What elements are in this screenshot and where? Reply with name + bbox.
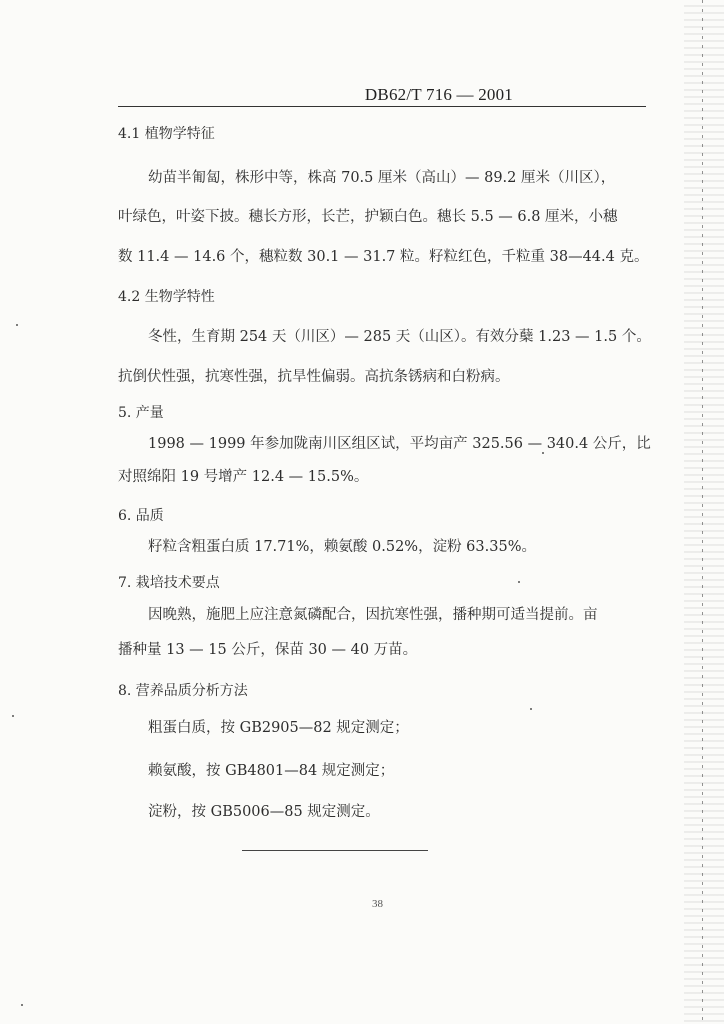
scan-speck — [12, 715, 14, 717]
header-rule — [118, 84, 646, 107]
scan-edge-noise — [684, 0, 724, 1024]
standard-code: DB62/T 716 — 2001 — [364, 85, 513, 104]
section-heading: 5. 产量 — [118, 405, 164, 421]
scan-speck — [518, 581, 520, 583]
section-heading: 4.1 植物学特征 — [118, 126, 215, 142]
scan-speck — [16, 324, 18, 326]
paragraph-line: 播种量 13 — 15 公斤，保苗 30 — 40 万苗。 — [118, 642, 418, 658]
section-heading: 8. 营养品质分析方法 — [118, 683, 248, 699]
section-heading: 4.2 生物学特性 — [118, 289, 215, 305]
section-heading: 7. 栽培技术要点 — [118, 575, 220, 591]
section-heading: 6. 品质 — [118, 508, 164, 524]
paragraph-line: 因晚熟，施肥上应注意氮磷配合，因抗寒性强，播种期可适当提前。亩 — [148, 607, 598, 623]
paragraph-line: 对照绵阳 19 号增产 12.4 — 15.5%。 — [118, 469, 369, 485]
scan-speck — [530, 708, 532, 710]
paragraph-line: 粗蛋白质，按 GB2905—82 规定测定； — [148, 720, 409, 736]
paragraph-line: 淀粉，按 GB5006—85 规定测定。 — [148, 804, 380, 820]
paragraph-line: 抗倒伏性强，抗寒性强，抗旱性偏弱。高抗条锈病和白粉病。 — [118, 369, 510, 385]
paragraph-line: 幼苗半匍匐，株形中等，株高 70.5 厘米（高山）— 89.2 厘米（川区）， — [148, 170, 616, 186]
paragraph-line: 叶绿色，叶姿下披。穗长方形，长芒，护颖白色。穗长 5.5 — 6.8 厘米，小穗 — [118, 209, 618, 225]
page-number: 38 — [372, 898, 383, 910]
paragraph-line: 冬性，生育期 254 天（川区）— 285 天（山区）。有效分蘖 1.23 — 1.5 个。 — [148, 329, 651, 345]
paragraph-line: 赖氨酸，按 GB4801—84 规定测定； — [148, 763, 395, 779]
scan-speck — [542, 452, 544, 454]
paragraph-line: 1998 — 1999 年参加陇南川区组区试，平均亩产 325.56 — 340.4 公斤，比 — [148, 436, 651, 452]
paragraph-line: 数 11.4 — 14.6 个，穗粒数 30.1 — 31.7 粒。籽粒红色，千粒重 38—44.4 克。 — [118, 249, 649, 265]
scan-speck — [21, 1004, 23, 1006]
end-rule — [242, 850, 428, 851]
paragraph-line: 籽粒含粗蛋白质 17.71%，赖氨酸 0.52%，淀粉 63.35%。 — [148, 539, 536, 555]
